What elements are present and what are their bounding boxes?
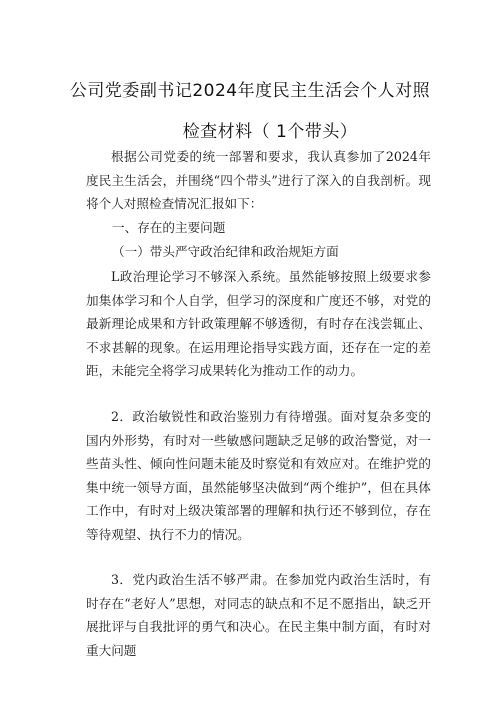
paragraph-item-2: 2．政治敏锐性和政治鉴别力有待增强。面对复杂多变的国内外形势，有时对一些敏感问题缺乏足够的政治警觉，对一些苗头性、倾向性问题未能及时察觉和有效应对。在维护党的集中统一领导方面，虽然能够坚决做到“两个维护”，但在具体工作中，有时对上级决策部署的理解和执行还不够到位，存在等待观望、执行不力的情况。 [86,409,431,542]
paragraph-item-3: 3．党内政治生活不够严肃。在参加党内政治生活时，有时存在“老好人”思想，对同志的缺点和不足不愿指出，缺乏开展批评与自我批评的勇气和决心。在民主集中制方面，有时对重大问题 [86,572,431,658]
document-title-line1: 公司党委副书记2024年度民主生活会个人对照 [69,81,431,101]
document-title-line2: 检查材料（ 1个带头） [182,122,358,142]
subsection-heading: （一）带头严守政治纪律和政治规矩方面 [112,244,339,259]
intro-paragraph: 根据公司党委的统一部署和要求，我认真参加了2024年度民主生活会，并围绕“四个带头”进行了深入的自我剖析。现将个人对照检查情况汇报如下： [86,149,431,212]
paragraph-item-1: L政治理论学习不够深入系统。虽然能够按照上级要求参加集体学习和个人自学，但学习的深度和广度还不够，对党的最新理论成果和方针政策理解不够透彻，有时存在浅尝辄止、不求甚解的现象。在运用理论指导实践方面，还存在一定的差距，未能完全将学习成果转化为推动工作的动力。 [86,269,431,379]
section-heading: 一、存在的主要问题 [112,220,226,235]
